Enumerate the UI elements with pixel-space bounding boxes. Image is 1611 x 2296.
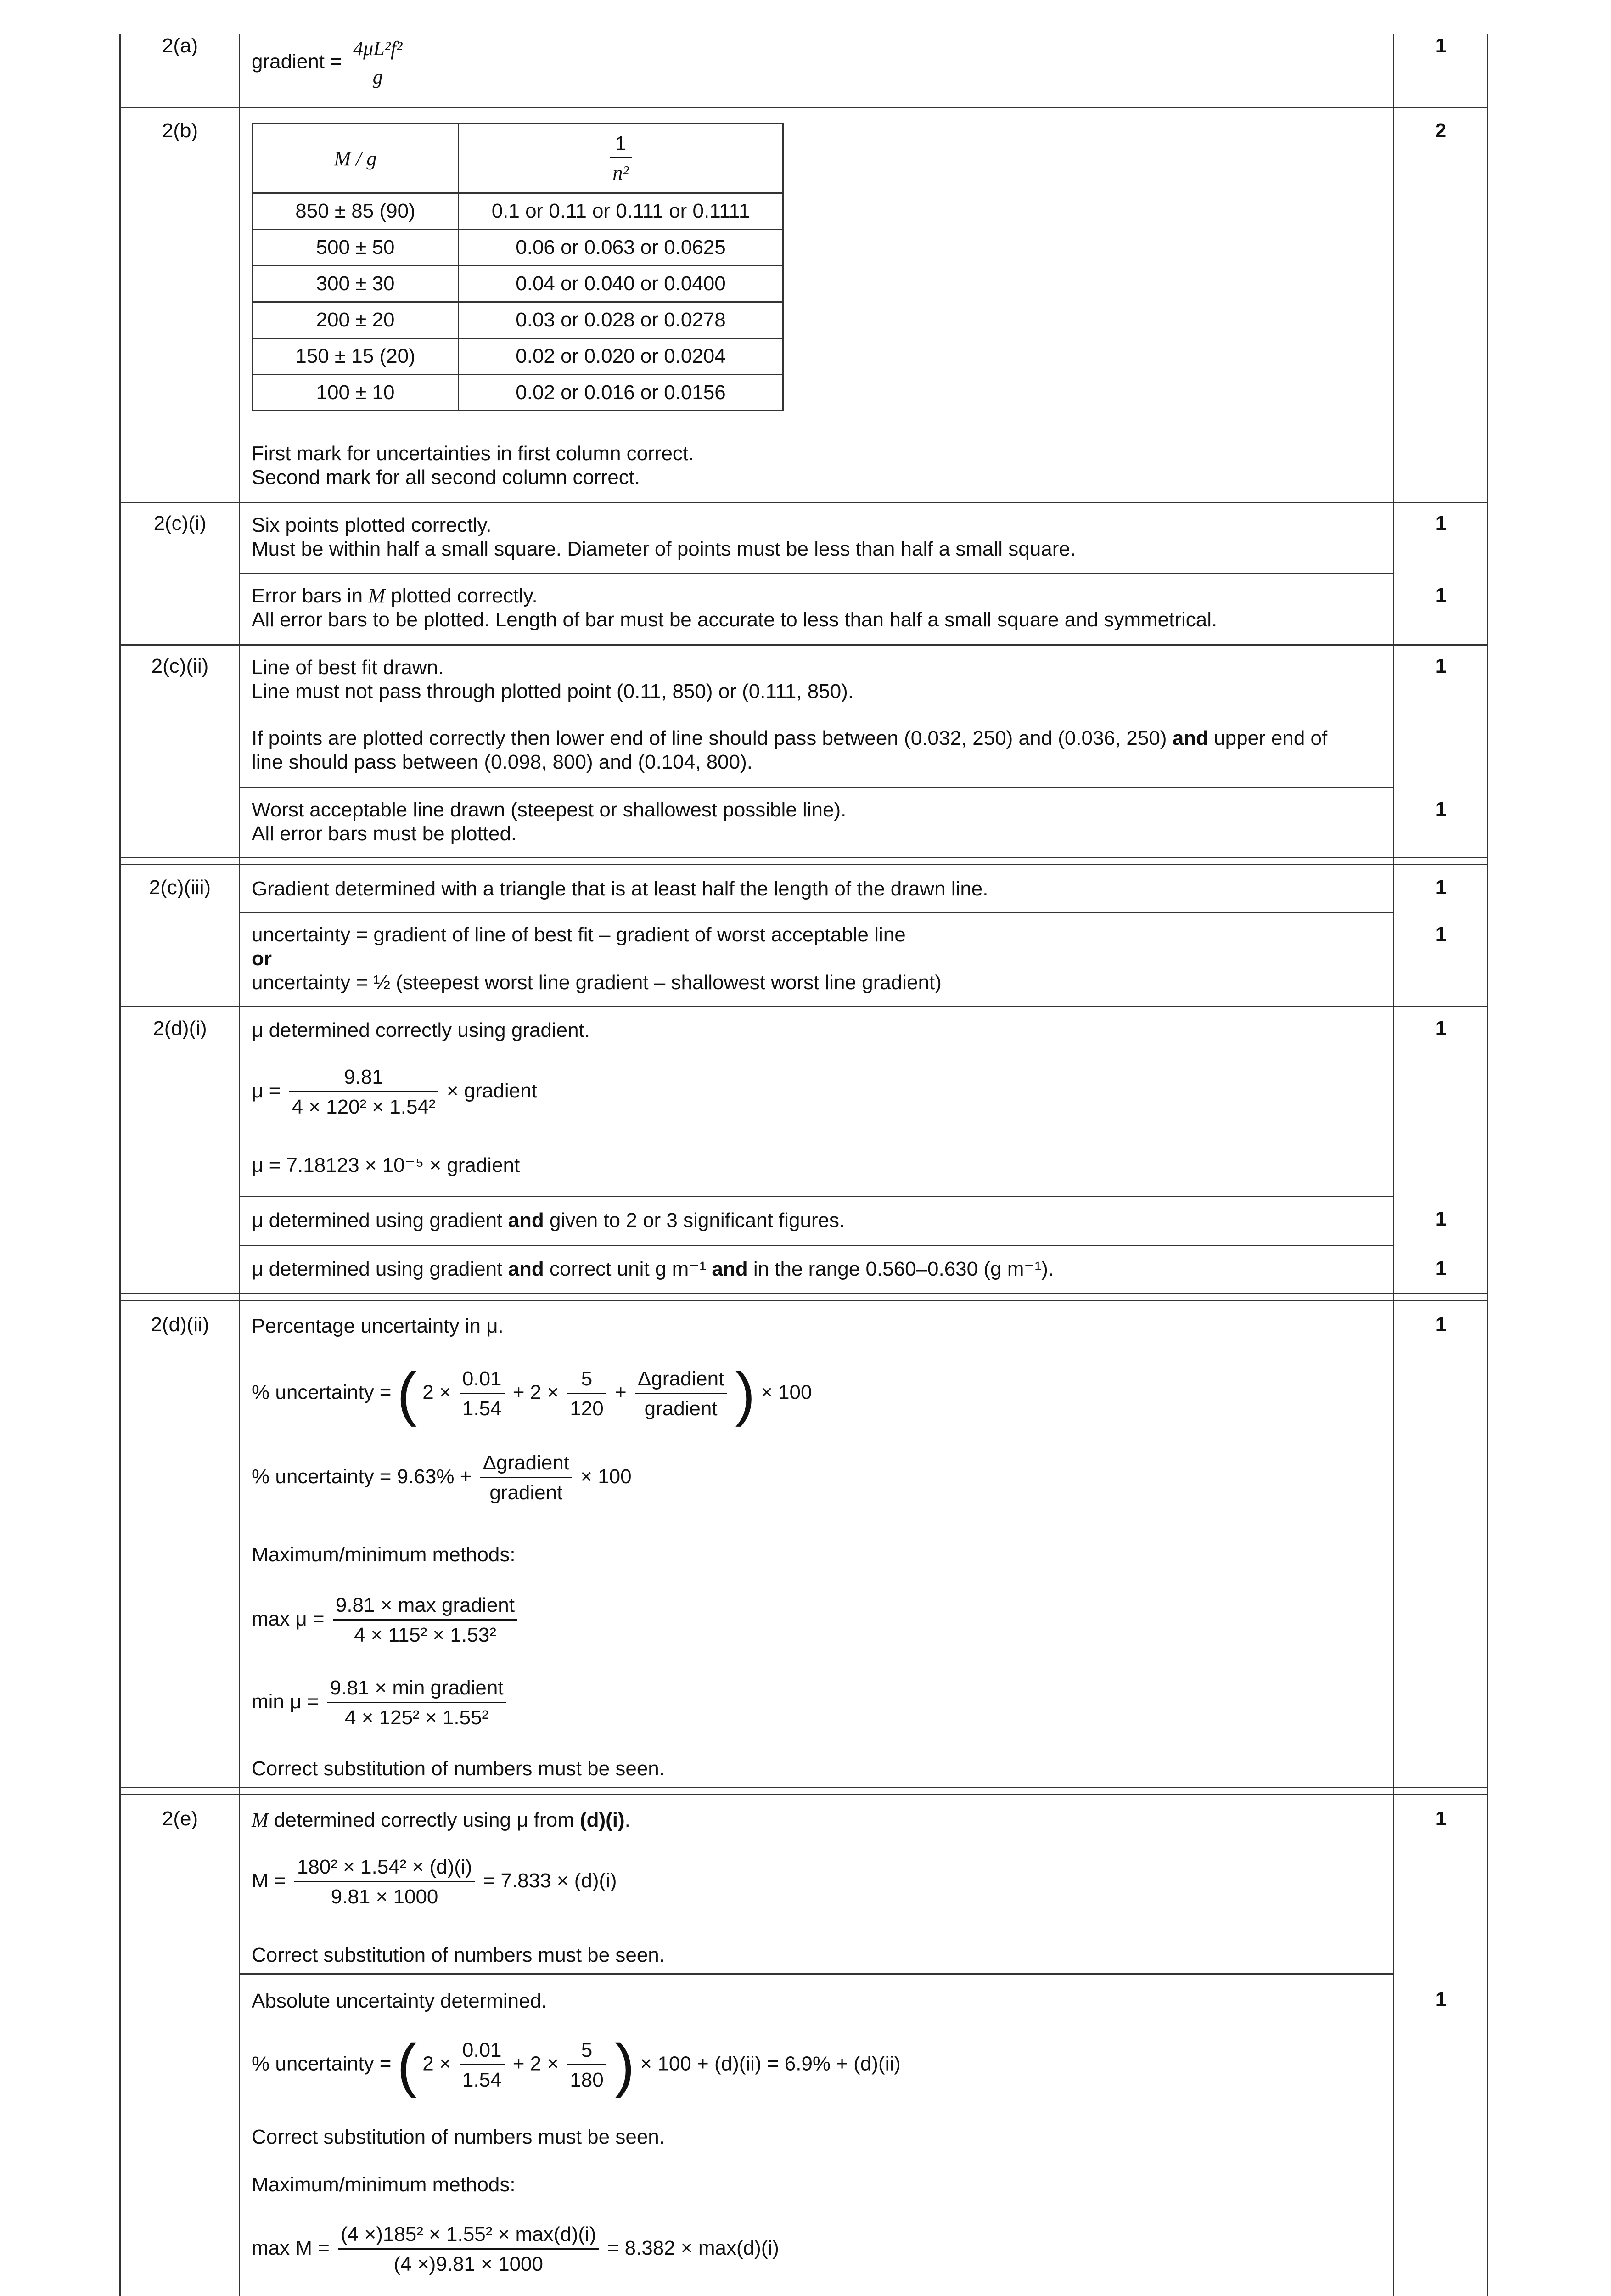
row-divider	[240, 1196, 1394, 1197]
numerator: 0.01	[462, 2038, 502, 2061]
fraction	[635, 1367, 727, 1421]
fraction	[294, 1855, 475, 1909]
formula-lhs: % uncertainty =	[252, 2052, 392, 2075]
text: upper end of	[1208, 727, 1328, 749]
mark-point	[252, 1209, 845, 1232]
question-number: 2(e)	[162, 1807, 198, 1830]
variable-m: M	[252, 1809, 269, 1831]
mark-value: 1	[1435, 34, 1447, 57]
table-row	[253, 266, 783, 302]
mark-point: Gradient determined with a triangle that is at least half the length of the drawn line.	[252, 878, 988, 900]
table-cell: 500 ± 50	[253, 230, 459, 266]
formula-rhs: = 7.833 × (d)(i)	[483, 1869, 617, 1892]
numerator: 180² × 1.54² × (d)(i)	[297, 1856, 472, 1878]
marking-note: First mark for uncertainties in first column correct.	[252, 442, 694, 465]
mark-value: 1	[1435, 1208, 1447, 1230]
table-cell: 100 ± 10	[253, 375, 459, 411]
mark-value: 1	[1435, 923, 1447, 945]
formula-label: gradient =	[252, 50, 342, 73]
mark-guidance: Must be within half a small square. Diameter of points must be less than half a small square.	[252, 538, 1076, 560]
formula-lhs: % uncertainty = 9.63% +	[252, 1465, 472, 1488]
column-header-mass: M / g	[253, 124, 459, 193]
row-divider	[120, 107, 1488, 108]
percentage-uncertainty-formula	[252, 1451, 632, 1505]
table-row	[253, 302, 783, 338]
mark-guidance: All error bars to be plotted. Length of bar must be accurate to less than half a small square and symmetrical.	[252, 608, 1218, 631]
denominator: gradient	[480, 1477, 572, 1505]
question-number: 2(c)(iii)	[149, 876, 211, 899]
data-table	[252, 123, 784, 411]
numerator: 4μL²f²	[353, 37, 403, 60]
mark-value: 1	[1435, 512, 1447, 535]
text: If points are plotted correctly then lower end of line should pass between (0.032, 250) and (0.036, 250)	[252, 727, 1173, 749]
term: × 100	[580, 1465, 632, 1488]
marking-note: Correct substitution of numbers must be seen.	[252, 2126, 665, 2148]
term: +	[614, 1381, 627, 1404]
mark-point: Six points plotted correctly.	[252, 514, 492, 536]
bold-text: and	[508, 1209, 544, 1232]
close-bracket: )	[735, 1360, 755, 1427]
marking-note: Correct substitution of numbers must be seen.	[252, 1944, 665, 1966]
table-row	[253, 375, 783, 411]
denominator: 120	[567, 1393, 606, 1421]
mark-point: μ determined correctly using gradient.	[252, 1019, 590, 1041]
table-cell: 0.02 or 0.020 or 0.0204	[459, 338, 783, 375]
question-number: 2(c)(ii)	[151, 655, 209, 677]
bold-text: and	[712, 1258, 748, 1280]
mark-value: 1	[1435, 1313, 1447, 1336]
fraction	[567, 1367, 606, 1421]
denominator: 1.54	[460, 1393, 505, 1421]
mark-point	[252, 1808, 630, 1832]
table-row	[253, 193, 783, 230]
denominator: 1.54	[460, 2064, 505, 2092]
table-border-left	[119, 34, 121, 2296]
table-cell: 0.02 or 0.016 or 0.0156	[459, 375, 783, 411]
mu-formula-numeric: μ = 7.18123 × 10⁻⁵ × gradient	[252, 1154, 520, 1176]
text: in the range 0.560–0.630 (g m⁻¹).	[747, 1258, 1054, 1280]
term: 2 ×	[422, 1381, 451, 1404]
numerator: Δgradient	[637, 1367, 724, 1390]
fraction	[610, 132, 631, 185]
fraction	[350, 37, 405, 89]
mark-point	[252, 584, 538, 608]
text: μ determined using gradient	[252, 1258, 508, 1280]
fraction	[460, 1367, 505, 1421]
mark-value: 1	[1435, 584, 1447, 607]
fraction	[333, 1593, 517, 1647]
question-number: 2(d)(i)	[153, 1017, 207, 1040]
numerator: 0.01	[462, 1367, 502, 1390]
mu-formula	[252, 1065, 537, 1119]
bold-text: and	[508, 1258, 544, 1280]
text: .	[624, 1809, 630, 1831]
table-row	[253, 230, 783, 266]
open-bracket: (	[397, 1360, 417, 1427]
gradient-formula	[252, 37, 408, 89]
mark-point: Worst acceptable line drawn (steepest or shallowest possible line).	[252, 799, 847, 821]
term: 2 ×	[422, 2052, 451, 2075]
mark-point: Absolute uncertainty determined.	[252, 1990, 547, 2012]
fraction	[289, 1065, 438, 1119]
numerator: 9.81	[344, 1066, 383, 1088]
mark-guidance: All error bars must be plotted.	[252, 822, 517, 845]
table-cell: 200 ± 20	[253, 302, 459, 338]
page-break-divider	[120, 857, 1488, 865]
absolute-uncertainty-formula	[252, 2032, 901, 2099]
term: × 100	[761, 1381, 812, 1404]
mark-value: 2	[1435, 119, 1447, 142]
table-cell: 0.1 or 0.11 or 0.111 or 0.1111	[459, 193, 783, 230]
mark-point: Percentage uncertainty in μ.	[252, 1315, 504, 1337]
fraction	[460, 2038, 505, 2092]
mark-guidance: or	[252, 947, 272, 970]
denominator: n²	[610, 157, 631, 185]
row-divider	[120, 644, 1488, 646]
question-number: 2(c)(i)	[153, 512, 207, 535]
column-header-inverse-n-squared	[459, 124, 783, 193]
row-divider	[240, 1245, 1394, 1246]
denominator: 4 × 125² × 1.55²	[327, 1702, 506, 1730]
numerator: Δgradient	[483, 1452, 570, 1474]
term: + 2 ×	[512, 2052, 559, 2075]
table-cell: 150 ± 15 (20)	[253, 338, 459, 375]
marking-note: Second mark for all second column correct.	[252, 466, 640, 489]
page-break-divider	[120, 1787, 1488, 1795]
text: given to 2 or 3 significant figures.	[544, 1209, 845, 1232]
numerator: (4 ×)185² × 1.55² × max(d)(i)	[341, 2223, 596, 2245]
formula-rhs: = 8.382 × max(d)(i)	[607, 2237, 779, 2260]
close-bracket: )	[614, 2032, 635, 2099]
section-label: Maximum/minimum methods:	[252, 1543, 516, 1566]
table-border-right	[1487, 34, 1488, 2296]
question-number: 2(a)	[162, 34, 198, 57]
mark-value: 1	[1435, 1988, 1447, 2011]
max-mu-formula	[252, 1593, 520, 1647]
max-mass-formula	[252, 2223, 779, 2276]
formula-rhs: × gradient	[446, 1080, 537, 1103]
term: + 2 ×	[512, 1381, 559, 1404]
formula-lhs: max M =	[252, 2237, 330, 2260]
numerator: 5	[581, 2038, 593, 2061]
min-mu-formula	[252, 1676, 509, 1730]
text: correct unit g m⁻¹	[544, 1258, 712, 1280]
text: μ determined using gradient	[252, 1209, 508, 1232]
row-divider	[240, 1973, 1394, 1975]
table-row	[253, 338, 783, 375]
text: plotted correctly.	[385, 585, 538, 607]
fraction	[327, 1676, 506, 1730]
fraction	[338, 2223, 599, 2276]
mark-guidance	[252, 726, 1327, 750]
fraction	[480, 1451, 572, 1505]
variable-m: M	[368, 585, 385, 607]
mark-guidance: uncertainty = ½ (steepest worst line gradient – shallowest worst line gradient)	[252, 971, 942, 994]
denominator: gradient	[635, 1393, 727, 1421]
section-label: Maximum/minimum methods:	[252, 2173, 516, 2196]
denominator: 9.81 × 1000	[294, 1881, 475, 1909]
bold-text: and	[1172, 727, 1208, 749]
mass-formula	[252, 1855, 617, 1909]
mark-value: 1	[1435, 1257, 1447, 1280]
open-bracket: (	[397, 2032, 417, 2099]
row-divider	[240, 573, 1394, 574]
formula-lhs: M =	[252, 1869, 286, 1892]
question-number: 2(b)	[162, 119, 198, 142]
marking-note: Correct substitution of numbers must be seen.	[252, 1757, 665, 1780]
denominator: g	[372, 66, 383, 88]
mark-guidance: Line must not pass through plotted point (0.11, 850) or (0.111, 850).	[252, 680, 854, 703]
mark-guidance: line should pass between (0.098, 800) and (0.104, 800).	[252, 751, 752, 773]
fraction	[567, 2038, 606, 2092]
mark-point	[252, 1257, 1054, 1281]
mark-point: Line of best fit drawn.	[252, 656, 444, 679]
denominator: (4 ×)9.81 × 1000	[338, 2248, 599, 2276]
mark-value: 1	[1435, 655, 1447, 677]
term: × 100 + (d)(ii) = 6.9% + (d)(ii)	[640, 2052, 901, 2075]
percentage-uncertainty-formula	[252, 1360, 812, 1427]
question-number: 2(d)(ii)	[151, 1313, 209, 1336]
denominator: 4 × 120² × 1.54²	[289, 1091, 438, 1119]
mark-value: 1	[1435, 798, 1447, 821]
bold-text: (d)(i)	[579, 1809, 625, 1831]
text: determined correctly using μ from	[268, 1809, 580, 1831]
text: Error bars in	[252, 585, 369, 607]
row-divider	[120, 1006, 1488, 1007]
marks-column-divider	[1393, 34, 1394, 2296]
numerator: 1	[615, 132, 627, 155]
row-divider	[240, 787, 1394, 788]
denominator: 4 × 115² × 1.53²	[333, 1619, 517, 1647]
row-divider	[120, 502, 1488, 503]
denominator: 180	[567, 2064, 606, 2092]
question-column-divider	[239, 34, 240, 2296]
page-break-divider	[120, 1293, 1488, 1301]
formula-lhs: min μ =	[252, 1690, 319, 1713]
formula-lhs: μ =	[252, 1080, 281, 1103]
numerator: 9.81 × max gradient	[335, 1594, 515, 1616]
table-cell: 0.04 or 0.040 or 0.0400	[459, 266, 783, 302]
mark-value: 1	[1435, 876, 1447, 899]
table-cell: 850 ± 85 (90)	[253, 193, 459, 230]
table-cell: 300 ± 30	[253, 266, 459, 302]
numerator: 9.81 × min gradient	[330, 1677, 504, 1699]
mark-value: 1	[1435, 1807, 1447, 1830]
formula-lhs: max μ =	[252, 1608, 325, 1631]
formula-lhs: % uncertainty =	[252, 1381, 392, 1404]
table-header-row	[253, 124, 783, 193]
numerator: 5	[581, 1367, 593, 1390]
row-divider	[240, 912, 1394, 913]
table-cell: 0.06 or 0.063 or 0.0625	[459, 230, 783, 266]
mark-point: uncertainty = gradient of line of best fit – gradient of worst acceptable line	[252, 923, 906, 946]
mark-value: 1	[1435, 1017, 1447, 1040]
table-cell: 0.03 or 0.028 or 0.0278	[459, 302, 783, 338]
